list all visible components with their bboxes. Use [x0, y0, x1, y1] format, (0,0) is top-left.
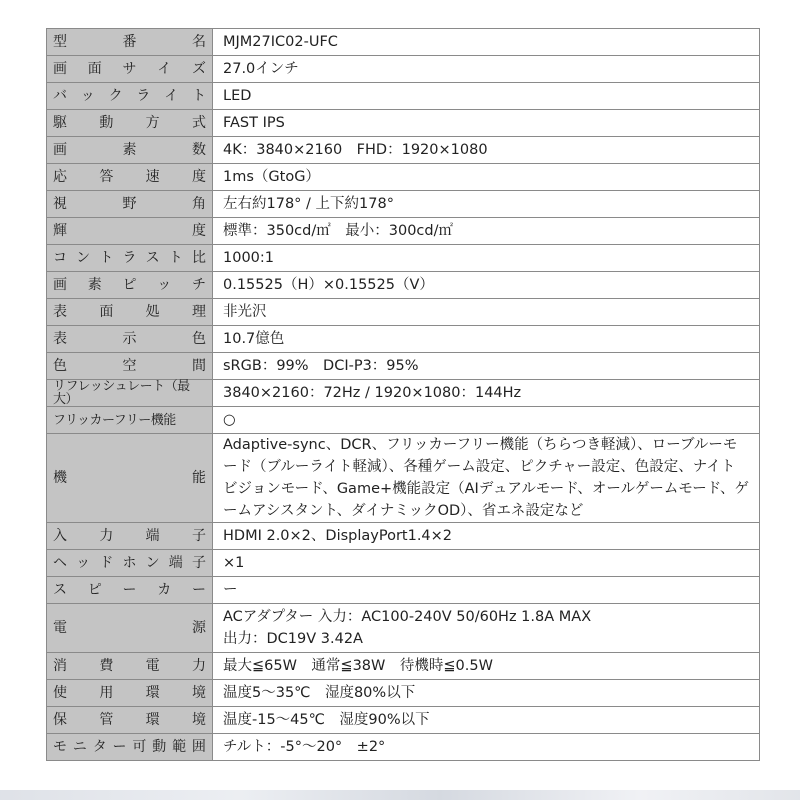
spec-label: 使 用 環 境: [53, 685, 206, 701]
spec-table: [46, 28, 760, 761]
spec-label: ヘ ッ ド ホ ン 端 子: [53, 555, 206, 571]
spec-label-cell: [47, 550, 213, 577]
spec-label-cell: [47, 653, 213, 680]
spec-label: 消 費 電 力: [53, 658, 206, 674]
spec-label: バ ッ ク ラ イ ト: [53, 88, 206, 104]
spec-row: [47, 326, 760, 353]
spec-row: [47, 680, 760, 707]
spec-value: ○: [213, 407, 760, 434]
spec-row: [47, 550, 760, 577]
spec-row: [47, 164, 760, 191]
spec-value: 最大≦65W 通常≦38W 待機時≦0.5W: [213, 653, 760, 680]
spec-label: 型 番 名: [53, 34, 206, 50]
spec-row: [47, 218, 760, 245]
spec-row: [47, 407, 760, 434]
spec-label-cell: [47, 604, 213, 653]
spec-value: 27.0インチ: [213, 56, 760, 83]
spec-value: 温度5～35℃ 湿度80%以下: [213, 680, 760, 707]
spec-label-cell: [47, 218, 213, 245]
spec-label-cell: [47, 326, 213, 353]
spec-value: 3840×2160：72Hz / 1920×1080：144Hz: [213, 380, 760, 407]
spec-value: 0.15525（H）×0.15525（V）: [213, 272, 760, 299]
spec-label-cell: [47, 29, 213, 56]
spec-label-cell: [47, 272, 213, 299]
spec-row: [47, 137, 760, 164]
spec-label-cell: [47, 434, 213, 523]
spec-value: 非光沢: [213, 299, 760, 326]
spec-label: 表 面 処 理: [53, 304, 206, 320]
spec-label: 駆 動 方 式: [53, 115, 206, 131]
spec-value: 10.7億色: [213, 326, 760, 353]
spec-label: 応 答 速 度: [53, 169, 206, 185]
spec-row: [47, 653, 760, 680]
spec-row: [47, 191, 760, 218]
spec-label: 表 示 色: [53, 331, 206, 347]
spec-label-cell: [47, 680, 213, 707]
spec-label-cell: [47, 707, 213, 734]
spec-value: sRGB：99% DCI-P3：95%: [213, 353, 760, 380]
spec-label-cell: [47, 110, 213, 137]
spec-value: ACアダプター 入力：AC100-240V 50/60Hz 1.8A MAX 出力：DC19V 3.42A: [213, 604, 760, 653]
spec-label: フリッカーフリー機能: [53, 412, 176, 428]
spec-value: Adaptive-sync、DCR、フリッカーフリー機能（ちらつき軽減）、ローブルーモード（ブルーライト軽減）、各種ゲーム設定、ピクチャー設定、色設定、ナイトビジョンモード、Game+機能設定（AIデュアルモード、オールゲームモード、ゲームアシスタント、ダイナミックOD）、省エネ設定など: [213, 434, 760, 523]
spec-label: コ ン ト ラ ス ト 比: [53, 250, 206, 266]
spec-row: [47, 29, 760, 56]
spec-row: [47, 353, 760, 380]
spec-value: FAST IPS: [213, 110, 760, 137]
spec-row: [47, 110, 760, 137]
spec-row: [47, 245, 760, 272]
spec-row: [47, 380, 760, 407]
spec-label-cell: [47, 164, 213, 191]
spec-label: 機 能: [53, 470, 206, 486]
spec-value: 左右約178° / 上下約178°: [213, 191, 760, 218]
spec-label: モ ニ タ ー 可 動 範 囲: [53, 739, 206, 755]
spec-label-cell: [47, 299, 213, 326]
spec-row: [47, 434, 760, 523]
spec-row: [47, 734, 760, 761]
bottom-strip: [0, 790, 800, 800]
spec-row: [47, 272, 760, 299]
spec-value: LED: [213, 83, 760, 110]
spec-label: 輝 度: [53, 223, 206, 239]
spec-label: 色 空 間: [53, 358, 206, 374]
spec-value: 温度-15～45℃ 湿度90%以下: [213, 707, 760, 734]
spec-label: リフレッシュレート（最大）: [53, 379, 190, 407]
spec-row: [47, 523, 760, 550]
spec-row: [47, 707, 760, 734]
spec-value: チルト：-5°～20° ±2°: [213, 734, 760, 761]
spec-label: 入 力 端 子: [53, 528, 206, 544]
spec-value: 4K：3840×2160 FHD：1920×1080: [213, 137, 760, 164]
spec-label-cell: [47, 56, 213, 83]
spec-label-cell: [47, 523, 213, 550]
spec-label-cell: [47, 245, 213, 272]
spec-label: 電 源: [53, 620, 206, 636]
spec-label: 保 管 環 境: [53, 712, 206, 728]
spec-row: [47, 299, 760, 326]
spec-label-cell: [47, 734, 213, 761]
spec-row: [47, 577, 760, 604]
spec-label: 画 面 サ イ ズ: [53, 61, 206, 77]
spec-label: 画 素 ピ ッ チ: [53, 277, 206, 293]
spec-value: ×1: [213, 550, 760, 577]
spec-label: 画 素 数: [53, 142, 206, 158]
spec-value: MJM27IC02-UFC: [213, 29, 760, 56]
spec-value: 標準：350cd/㎡ 最小：300cd/㎡: [213, 218, 760, 245]
spec-row: [47, 56, 760, 83]
spec-label-cell: [47, 191, 213, 218]
spec-label-cell: [47, 407, 213, 434]
spec-row: [47, 83, 760, 110]
spec-value: ー: [213, 577, 760, 604]
spec-value: HDMI 2.0×2、DisplayPort1.4×2: [213, 523, 760, 550]
spec-table-body: [47, 29, 760, 761]
spec-label-cell: [47, 353, 213, 380]
spec-label-cell: [47, 137, 213, 164]
spec-value: 1000:1: [213, 245, 760, 272]
spec-label-cell: [47, 83, 213, 110]
spec-label-cell: [47, 577, 213, 604]
spec-label: ス ピ ー カ ー: [53, 582, 206, 598]
spec-row: [47, 604, 760, 653]
spec-value: 1ms（GtoG）: [213, 164, 760, 191]
spec-label: 視 野 角: [53, 196, 206, 212]
spec-label-cell: [47, 380, 213, 407]
